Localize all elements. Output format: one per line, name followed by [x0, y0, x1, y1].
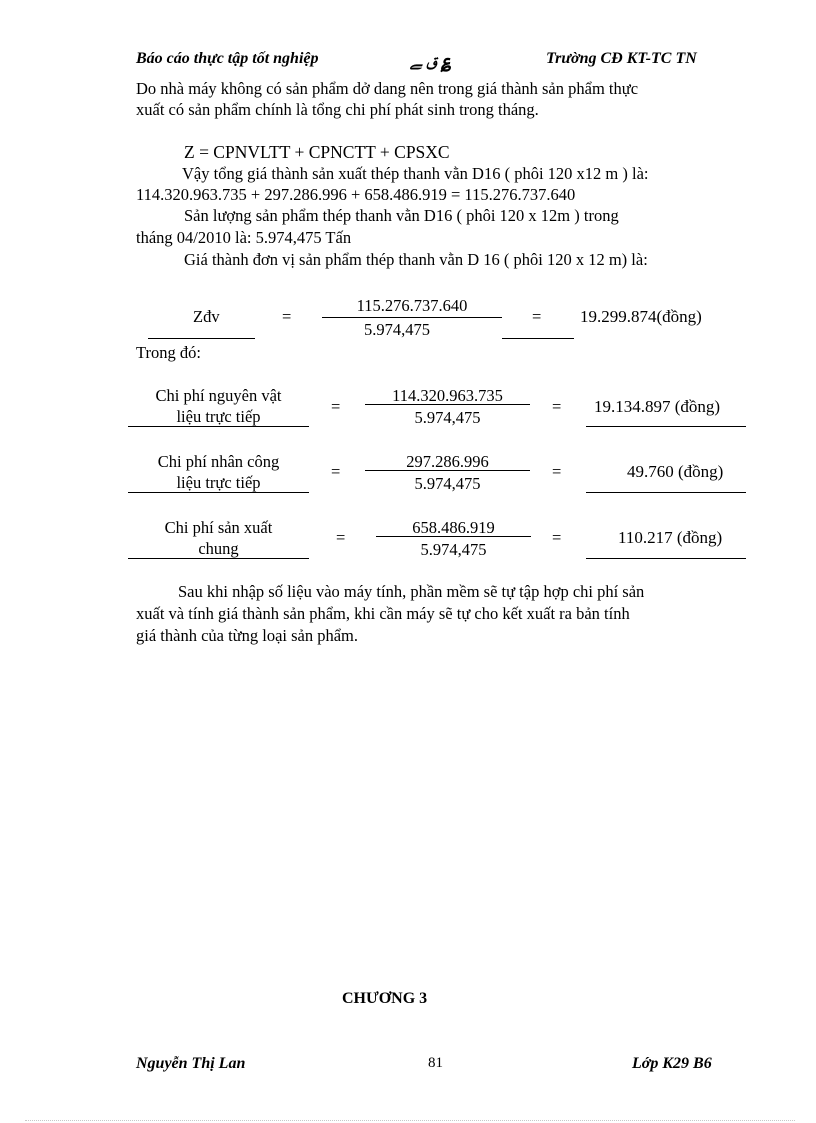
header-ornament: ﻕ ﮯ ؏ — [410, 51, 452, 70]
intro-line-2: xuất có sản phẩm chính là tổng chi phí phát sinh trong tháng. — [136, 100, 539, 119]
row-label-line-2: liệu trực tiếp — [176, 473, 261, 492]
row-result-underline — [586, 558, 746, 559]
conclusion-line-3: giá thành của từng loại sản phẩm. — [136, 626, 359, 645]
row-label-line-2: liệu trực tiếp — [176, 407, 261, 426]
row-numerator: 297.286.996 — [406, 452, 489, 471]
zdv-label-underline — [148, 338, 255, 339]
row-denominator: 5.974,475 — [420, 540, 487, 559]
row-fraction-bar — [365, 470, 530, 471]
row-denominator: 5.974,475 — [414, 408, 481, 427]
zdv-equals-underline — [502, 338, 574, 339]
footer-class: Lớp K29 B6 — [632, 1055, 712, 1072]
total-line-1: Vậy tổng giá thành sản xuất thép thanh vằn D16 ( phôi 120 x12 m ) là: — [182, 164, 649, 183]
zdv-fraction-bar — [322, 317, 502, 318]
row-result-underline — [586, 492, 746, 493]
row-label-line-1: Chi phí nguyên vật — [155, 386, 282, 405]
header-left: Báo cáo thực tập tốt nghiệp — [136, 50, 319, 67]
row-equals-2: = — [552, 528, 562, 547]
conclusion-line-2: xuất và tính giá thành sản phẩm, khi cần máy sẽ tự cho kết xuất ra bản tính — [136, 604, 630, 623]
zdv-denominator: 5.974,475 — [364, 320, 430, 339]
row-fraction-bar — [376, 536, 531, 537]
zdv-numerator: 115.276.737.640 — [356, 296, 468, 315]
row-label-underline — [128, 492, 309, 493]
row-result-underline — [586, 426, 746, 427]
row-label-line-2: chung — [198, 539, 239, 558]
zdv-equals-2: = — [532, 307, 542, 326]
zdv-equals-1: = — [282, 307, 292, 326]
row-numerator: 658.486.919 — [412, 518, 495, 537]
footer-author: Nguyễn Thị Lan — [136, 1055, 246, 1072]
total-line-2: 114.320.963.735 + 297.286.996 + 658.486.919 = 115.276.737.640 — [136, 185, 576, 204]
row-denominator: 5.974,475 — [414, 474, 481, 493]
row-equals-2: = — [552, 397, 562, 416]
zdv-label: Zđv — [193, 307, 220, 326]
row-fraction-bar — [365, 404, 530, 405]
chapter-heading: CHƯƠNG 3 — [342, 990, 428, 1007]
row-label-line-1: Chi phí sản xuất — [164, 518, 273, 537]
page-bottom-border — [25, 1120, 795, 1121]
row-equals-2: = — [552, 462, 562, 481]
zdv-result: 19.299.874(đồng) — [580, 307, 702, 326]
row-result: 49.760 (đồng) — [627, 462, 724, 481]
row-result: 110.217 (đồng) — [618, 528, 723, 547]
row-result: 19.134.897 (đồng) — [594, 397, 721, 416]
cost-formula: Z = CPNVLTT + CPNCTT + CPSXC — [184, 142, 450, 162]
row-label-underline — [128, 426, 309, 427]
row-equals-1: = — [336, 528, 346, 547]
row-label-underline — [128, 558, 309, 559]
output-line-1: Sản lượng sản phẩm thép thanh vằn D16 ( phôi 120 x 12m ) trong — [184, 206, 619, 225]
conclusion-line-1: Sau khi nhập số liệu vào máy tính, phần mềm sẽ tự tập hợp chi phí sản — [178, 582, 645, 601]
unit-price-intro: Giá thành đơn vị sản phẩm thép thanh vằn D 16 ( phôi 120 x 12 m) là: — [184, 250, 648, 269]
header-right: Trường CĐ KT-TC TN — [546, 50, 697, 67]
row-equals-1: = — [331, 397, 341, 416]
row-label-line-1: Chi phí nhân công — [157, 452, 280, 471]
row-equals-1: = — [331, 462, 341, 481]
trong-do-label: Trong đó: — [136, 343, 201, 362]
row-numerator: 114.320.963.735 — [392, 386, 503, 405]
intro-line-1: Do nhà máy không có sản phẩm dở dang nên trong giá thành sản phẩm thực — [136, 79, 639, 98]
output-line-2: tháng 04/2010 là: 5.974,475 Tấn — [136, 228, 352, 247]
footer-page-number: 81 — [428, 1055, 443, 1071]
